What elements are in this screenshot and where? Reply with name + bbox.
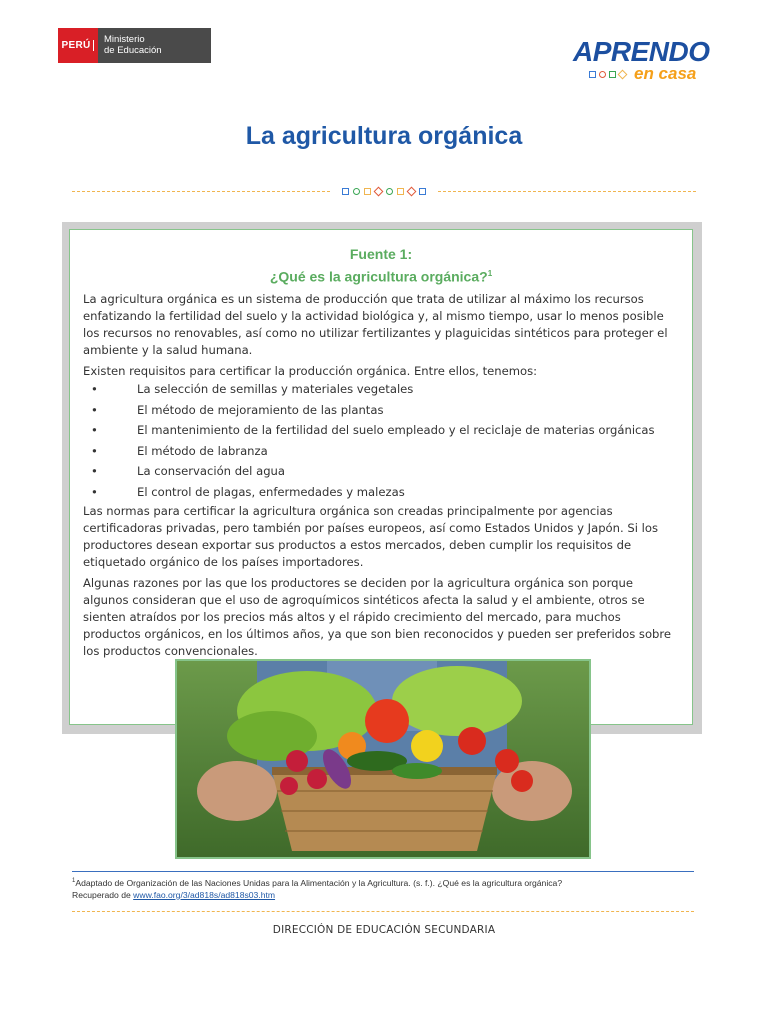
page-title: La agricultura orgánica	[245, 122, 523, 150]
minedu-logo	[58, 28, 211, 63]
paragraph-2: Existen requisitos para certificar la producción orgánica. Entre ellos, tenemos:	[83, 363, 538, 378]
source-label: Fuente 1:	[349, 246, 413, 262]
source-body	[70, 287, 692, 660]
footnote	[72, 875, 694, 901]
decorative-divider	[72, 190, 696, 192]
en-casa-word: en casa	[634, 64, 697, 83]
vegetable-basket-photo	[175, 659, 591, 859]
fao-link[interactable]: www.fao.org/3/ad818s/ad818s03.htm	[133, 889, 276, 900]
page-footer: DIRECCIÓN DE EDUCACIÓN SECUNDARIA	[272, 924, 496, 936]
ministry-line2: de Educación	[104, 45, 162, 56]
list-item: • La conservación del agua	[91, 464, 286, 479]
bottom-divider	[72, 911, 694, 912]
list-item: • El método de mejoramiento de las plantas	[91, 402, 384, 417]
aprendo-word: APRENDO	[573, 36, 710, 67]
source-question: ¿Qué es la agricultura orgánica?$^1$	[269, 268, 493, 285]
source-frame	[62, 222, 702, 734]
source-heading	[70, 244, 692, 287]
paragraph-3: Las normas para certificar la agricultura orgánica son creadas principalmente por agencias certificadoras privadas, pero también por países europeos, así como Estados Unidos y Japón. Si los productores desean exportar sus productos a estos mercados, deben cumplir los requisitos de etiquetado orgánico de los países importadores.	[83, 503, 658, 569]
ministry-name	[98, 28, 211, 63]
paragraph-1: La agricultura orgánica es un sistema de producción que trata de utilizar al máximo los recursos enfatizando la fertilidad del suelo y la actividad biológica y, al mismo tiempo, usar lo menos posible los recursos no renovables, así como no utilizar fertilizantes y plaguicidas sintéticos para proteger el ambiente y la salud humana.	[83, 291, 668, 357]
list-item: • El mantenimiento de la fertilidad del suelo empleado y el reciclaje de materias orgánicas	[91, 423, 655, 438]
list-item: • El control de plagas, enfermedades y malezas	[91, 484, 405, 499]
peru-badge: PERÚ	[58, 28, 98, 63]
list-item: • La selección de semillas y materiales vegetales	[91, 382, 414, 397]
divider-shapes-icon	[330, 188, 438, 195]
footnote-citation: $^1$Adaptado de Organización de las Naciones Unidas para la Alimentación y la Agricultura. (s. f.). ¿Qué es la agricultura orgánica?	[72, 877, 563, 888]
ministry-line1: Ministerio	[104, 34, 145, 45]
paragraph-4: Algunas razones por las que los productores se deciden por la agricultura orgánica son porque algunos consideran que el uso de agroquímicos sintéticos afecta la salud y el ambiente, otros se sienten atraídos por los precios más altos y el rápido crecimiento del mercado, para muchos productos orgánicos, en los últimos años, ya que son bien reconocidos y pueden ser preferidos sobre los productos convencionales.	[83, 575, 672, 658]
logo-shapes-icon	[589, 71, 626, 78]
source-box	[69, 229, 693, 725]
footnote-retrieved: Recuperado de www.fao.org/3/ad818s/ad818s03.htm	[72, 889, 276, 900]
aprendo-en-casa-logo	[573, 38, 718, 83]
list-item: • El método de labranza	[91, 443, 268, 458]
requirements-list	[83, 380, 679, 503]
footnote-separator	[72, 871, 694, 872]
